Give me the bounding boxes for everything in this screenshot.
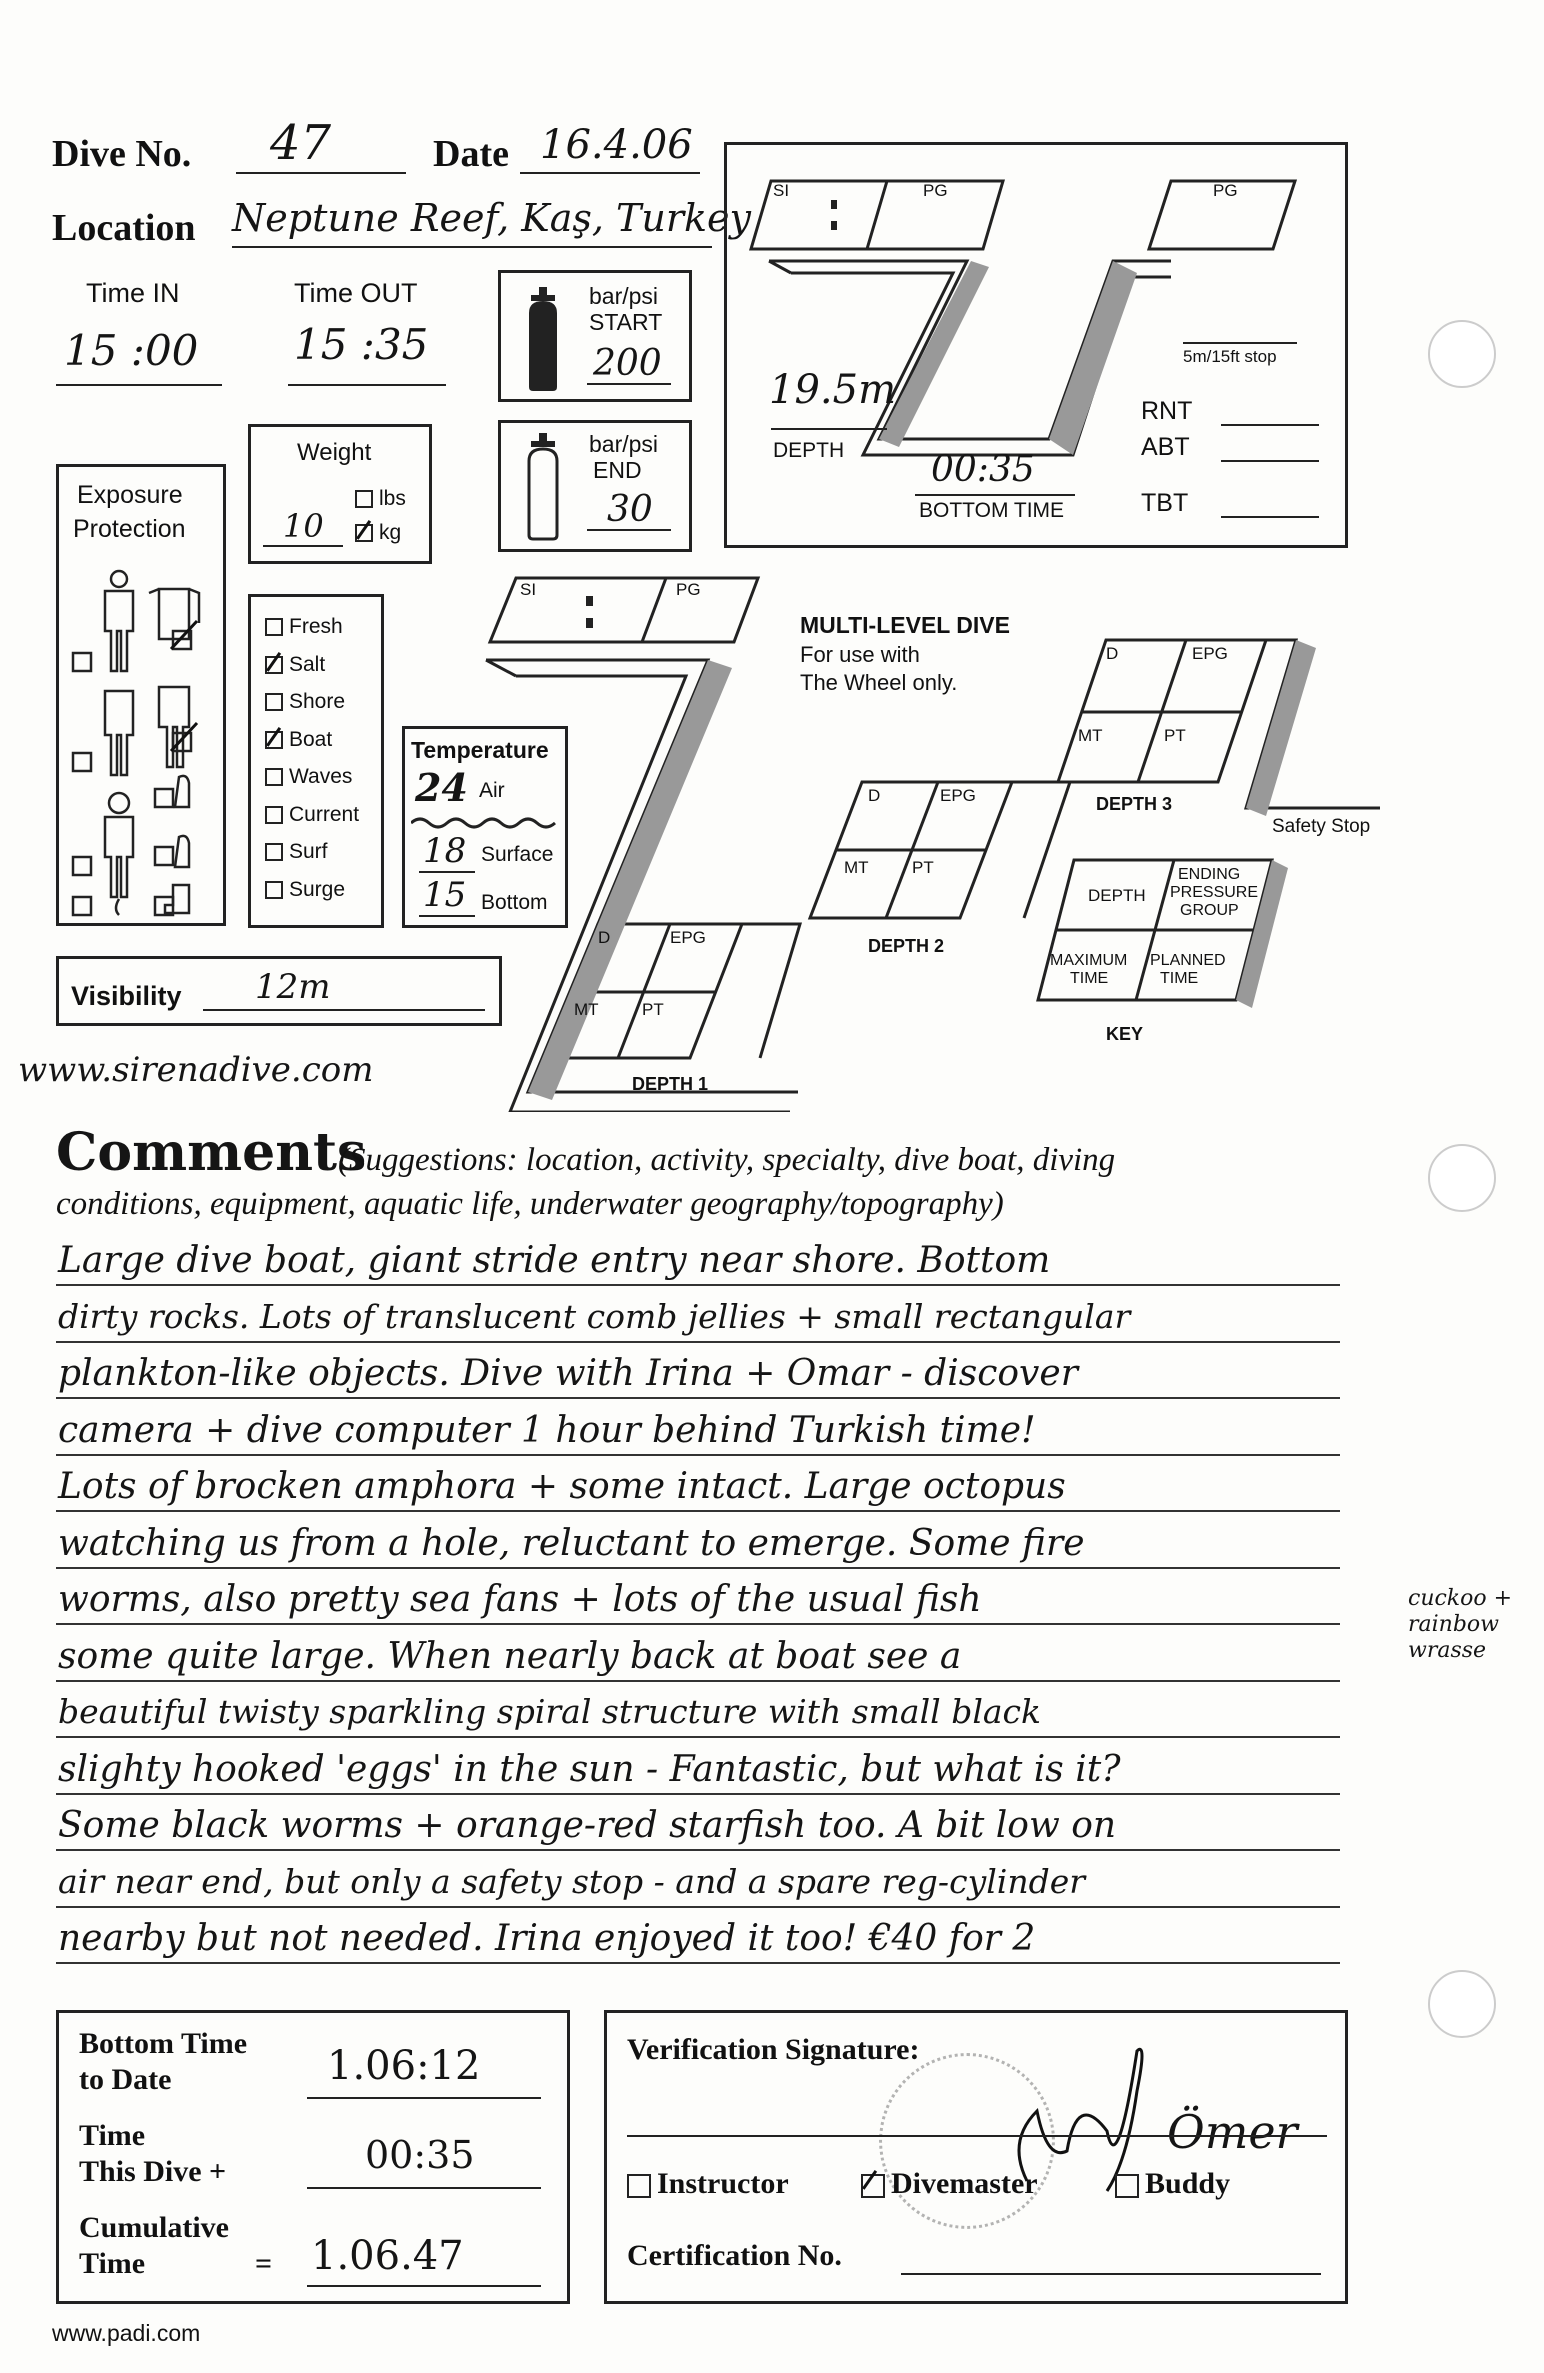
water-option-checkbox[interactable]: [265, 656, 283, 674]
ml-d1-mt: MT: [574, 1000, 599, 1019]
water-option-label: Waves: [289, 765, 353, 788]
ml-d2-d: D: [868, 786, 881, 805]
comment-rule: [56, 1680, 1340, 1682]
key-planned-2: TIME: [1160, 970, 1199, 987]
ml-si-label: SI: [520, 580, 537, 599]
footer-url: www.padi.com: [52, 2320, 201, 2346]
time-in-label: Time IN: [86, 278, 180, 308]
cumulative-line: [307, 2285, 541, 2287]
tank-end-value[interactable]: 30: [607, 489, 653, 530]
cert-label: Certification No.: [627, 2239, 842, 2272]
water-option-label: Current: [289, 802, 360, 826]
key-label: KEY: [1106, 1024, 1144, 1044]
tank-end-box: [498, 420, 692, 552]
verification-box: [604, 2010, 1348, 2304]
buddy-option[interactable]: [1115, 2167, 1230, 2201]
margin-note-line: wrasse: [1408, 1638, 1487, 1663]
comments-suggestions-2: conditions, equipment, aquatic life, underwater geography/topography): [56, 1186, 1004, 1222]
comment-line: watching us from a hole, reluctant to emerge. Some fire: [58, 1522, 1085, 1564]
comment-line: nearby but not needed. Irina enjoyed it too! €40 for 2: [58, 1918, 1036, 1959]
time-out-line: [288, 384, 446, 386]
tank-start-box: [498, 270, 692, 402]
comment-line: dirty rocks. Lots of translucent comb jellies + small rectangular: [58, 1296, 1131, 1336]
visibility-label: Visibility: [71, 981, 182, 1011]
profile-si-label: SI: [773, 181, 790, 200]
water-option-label: Surge: [289, 877, 346, 901]
ml-sub2: The Wheel only.: [800, 670, 958, 695]
air-temp-label: Air: [479, 779, 505, 802]
dive-profile-box: [724, 142, 1348, 548]
bottom-temp-value[interactable]: 15: [423, 875, 467, 915]
divemaster-label: Divemaster: [891, 2167, 1038, 2200]
tank-start-value[interactable]: 200: [593, 343, 662, 384]
ml-safety-stop-label: Safety Stop: [1272, 816, 1371, 837]
tank-start-label: START: [589, 309, 663, 335]
cumulative-equals: =: [255, 2247, 273, 2280]
profile-pg2-label: PG: [1213, 181, 1238, 200]
comment-line: Lots of brocken amphora + some intact. Large octopus: [58, 1466, 1066, 1507]
signature[interactable]: Ömer: [1167, 2105, 1298, 2159]
ml-depth1-label: DEPTH 1: [632, 1074, 709, 1094]
water-option-checkbox[interactable]: [265, 731, 283, 749]
water-option-fresh[interactable]: [265, 615, 359, 653]
dive-no-value[interactable]: 47: [270, 115, 332, 171]
dive-no-line: [236, 172, 406, 174]
cumulative-label-2: Time: [79, 2247, 146, 2280]
profile-bottom-time-label: BOTTOM TIME: [919, 499, 1065, 522]
ml-d1-epg: EPG: [670, 928, 706, 947]
location-value[interactable]: Neptune Reef, Kaş, Turkey: [232, 196, 751, 240]
profile-stop-label: 5m/15ft stop: [1183, 347, 1277, 366]
punch-hole-middle: [1428, 1144, 1496, 1212]
water-option-label: Fresh: [289, 615, 343, 638]
multilevel-dive-diagram: [470, 572, 1390, 1112]
ml-title: MULTI-LEVEL DIVE: [800, 612, 1010, 638]
ml-d2-epg: EPG: [940, 786, 976, 805]
bottom-time-value[interactable]: 1.06:12: [327, 2043, 481, 2089]
water-option-label: Shore: [289, 690, 346, 713]
exposure-label-1: Exposure: [77, 481, 183, 509]
profile-rnt-label: RNT: [1141, 397, 1193, 425]
instructor-label: Instructor: [657, 2167, 789, 2200]
tank-empty-icon: [525, 433, 561, 541]
visibility-line: [203, 1009, 485, 1011]
air-temp-value[interactable]: 24: [415, 765, 468, 810]
margin-note-line: rainbow: [1408, 1612, 1499, 1637]
this-dive-label-1: Time: [79, 2119, 146, 2152]
this-dive-line: [307, 2187, 541, 2189]
this-dive-value[interactable]: 00:35: [365, 2133, 475, 2177]
buddy-label: Buddy: [1145, 2167, 1231, 2200]
location-label: Location: [52, 207, 196, 249]
signature-line: [627, 2135, 1327, 2137]
water-option-checkbox[interactable]: [265, 881, 283, 899]
comment-rule: [56, 1962, 1340, 1964]
comment-margin-note: [1408, 1586, 1512, 1664]
ml-depth3-label: DEPTH 3: [1096, 794, 1173, 814]
this-dive-label-2: This Dive +: [79, 2155, 227, 2188]
tank-end-label: END: [593, 457, 642, 483]
bottom-time-line: [307, 2097, 541, 2099]
kg-option[interactable]: [355, 521, 401, 545]
exposure-box: [56, 464, 226, 926]
water-conditions-list: [265, 615, 359, 915]
comments-suggestions-1: (Suggestions: location, activity, specialty, dive boat, diving: [338, 1142, 1116, 1178]
key-planned-1: PLANNED: [1150, 952, 1226, 969]
ml-sub1: For use with: [800, 642, 920, 667]
tank-start-line: [587, 383, 671, 385]
water-option-waves[interactable]: [265, 765, 359, 803]
comment-rule: [56, 1849, 1340, 1851]
water-option-current[interactable]: [265, 803, 359, 841]
visibility-box: [56, 956, 502, 1026]
kg-label: kg: [379, 521, 402, 544]
ml-depth2-label: DEPTH 2: [868, 936, 945, 956]
exposure-suits-icon: [59, 567, 229, 917]
cumulative-value[interactable]: 1.06.47: [311, 2233, 464, 2279]
time-in-line: [56, 384, 222, 386]
comment-rule: [56, 1284, 1340, 1286]
comment-line: beautiful twisty sparkling spiral structure with small black: [58, 1692, 1042, 1731]
comment-line: Large dive boat, giant stride entry near shore. Bottom: [58, 1240, 1051, 1281]
ml-d3-d: D: [1106, 644, 1119, 663]
weight-box: [248, 424, 432, 564]
comment-rule: [56, 1454, 1340, 1456]
margin-note-line: cuckoo +: [1408, 1586, 1513, 1611]
ml-d3-pt: PT: [1164, 726, 1186, 745]
ml-pg-label: PG: [676, 580, 701, 599]
ml-d2-mt: MT: [844, 858, 869, 877]
water-option-checkbox[interactable]: [265, 618, 283, 636]
weight-label: Weight: [297, 439, 372, 466]
bottom-temp-line: [419, 915, 475, 917]
profile-pg-label: PG: [923, 181, 948, 200]
totals-box: [56, 2010, 570, 2304]
water-option-salt[interactable]: [265, 653, 359, 691]
tank-full-icon: [525, 287, 561, 391]
comment-rule: [56, 1341, 1340, 1343]
comment-rule: [56, 1397, 1340, 1399]
comment-line: Some black worms + orange-red starfish too. A bit low on: [58, 1805, 1117, 1846]
water-option-shore[interactable]: [265, 690, 359, 728]
key-depth-label: DEPTH: [1088, 886, 1146, 905]
exposure-label-2: Protection: [73, 515, 186, 543]
ml-d1-d: D: [598, 928, 611, 947]
water-option-checkbox[interactable]: [265, 843, 283, 861]
lbs-checkbox[interactable]: [355, 490, 373, 508]
instructor-option[interactable]: [627, 2167, 789, 2201]
water-conditions-box: [248, 594, 384, 928]
comment-rule: [56, 1567, 1340, 1569]
divemaster-option[interactable]: [861, 2167, 1038, 2201]
key-ending-2: PRESSURE: [1170, 884, 1259, 901]
website-note: www.sirenadive.com: [18, 1050, 374, 1090]
time-out-value[interactable]: 15 :35: [294, 320, 429, 369]
location-line: [232, 246, 712, 248]
ml-d1-pt: PT: [642, 1000, 664, 1019]
instructor-checkbox[interactable]: [627, 2174, 651, 2198]
key-ending-1: ENDING: [1178, 866, 1241, 883]
ml-d2-pt: PT: [912, 858, 934, 877]
profile-depth-label: DEPTH: [773, 439, 845, 462]
lbs-label: lbs: [379, 487, 406, 510]
bottom-time-label-2: to Date: [79, 2063, 172, 2096]
water-option-boat[interactable]: [265, 728, 359, 766]
key-max-1: MAXIMUM: [1050, 952, 1128, 969]
punch-hole-bottom: [1428, 1970, 1496, 2038]
ml-d3-mt: MT: [1078, 726, 1103, 745]
profile-tbt-label: TBT: [1141, 489, 1189, 517]
time-out-label: Time OUT: [294, 278, 418, 308]
comment-rule: [56, 1793, 1340, 1795]
bottom-time-label-1: Bottom Time: [79, 2027, 248, 2060]
cumulative-label-1: Cumulative: [79, 2211, 229, 2244]
kg-checkbox[interactable]: [355, 524, 373, 542]
weight-line: [263, 545, 343, 547]
water-option-surge[interactable]: [265, 878, 359, 916]
water-option-label: Salt: [289, 652, 326, 676]
punch-hole-top: [1428, 320, 1496, 388]
date-value[interactable]: 16.4.06: [540, 122, 693, 168]
surface-temp-label: Surface: [481, 843, 554, 866]
comment-line: camera + dive computer 1 hour behind Turkish time!: [58, 1409, 1036, 1451]
comment-line: air near end, but only a safety stop - and a spare reg-cylinder: [58, 1861, 1085, 1901]
date-label: Date: [433, 133, 509, 175]
lbs-option[interactable]: [355, 487, 406, 511]
comment-rule: [56, 1736, 1340, 1738]
surface-temp-value[interactable]: 18: [423, 831, 467, 871]
cert-line: [901, 2273, 1321, 2275]
comment-line: some quite large. When nearly back at boat see a: [58, 1635, 962, 1677]
weight-value[interactable]: 10: [283, 507, 324, 545]
profile-bottom-time-value[interactable]: 00:35: [931, 449, 1035, 490]
temperature-label: Temperature: [411, 737, 549, 763]
comment-line: plankton-like objects. Dive with Irina + Omar - discover: [58, 1353, 1078, 1394]
comment-line: slighty hooked 'eggs' in the sun - Fantastic, but what is it?: [58, 1748, 1121, 1790]
dive-no-label: Dive No.: [52, 133, 192, 175]
bottom-temp-label: Bottom: [481, 891, 548, 914]
multilevel-dive-shape: [470, 572, 1390, 1112]
divemaster-checkbox[interactable]: [861, 2174, 885, 2198]
profile-abt-label: ABT: [1141, 433, 1190, 461]
comment-rule: [56, 1623, 1340, 1625]
ml-d3-epg: EPG: [1192, 644, 1228, 663]
key-ending-3: GROUP: [1180, 902, 1239, 919]
date-line: [520, 172, 700, 174]
comment-rule: [56, 1906, 1340, 1908]
water-option-label: Surf: [289, 840, 328, 863]
tank-end-unit: bar/psi: [589, 431, 659, 457]
verification-label: Verification Signature:: [627, 2033, 920, 2066]
water-option-checkbox[interactable]: [265, 806, 283, 824]
comments-title: Comments: [56, 1122, 367, 1183]
tank-end-line: [587, 529, 671, 531]
time-in-value[interactable]: 15 :00: [64, 326, 199, 375]
dive-profile-diagram: [727, 145, 1347, 547]
key-max-2: TIME: [1070, 970, 1109, 987]
comment-line: worms, also pretty sea fans + lots of the usual fish: [58, 1579, 982, 1620]
tank-start-unit: bar/psi: [589, 283, 659, 309]
water-option-checkbox[interactable]: [265, 768, 283, 786]
buddy-checkbox[interactable]: [1115, 2174, 1139, 2198]
comment-rule: [56, 1510, 1340, 1512]
water-option-label: Boat: [289, 727, 333, 751]
visibility-value[interactable]: 12m: [255, 967, 331, 1007]
surface-temp-line: [419, 871, 475, 873]
water-option-checkbox[interactable]: [265, 693, 283, 711]
water-option-surf[interactable]: [265, 840, 359, 878]
profile-depth-value[interactable]: 19.5m: [769, 367, 896, 413]
